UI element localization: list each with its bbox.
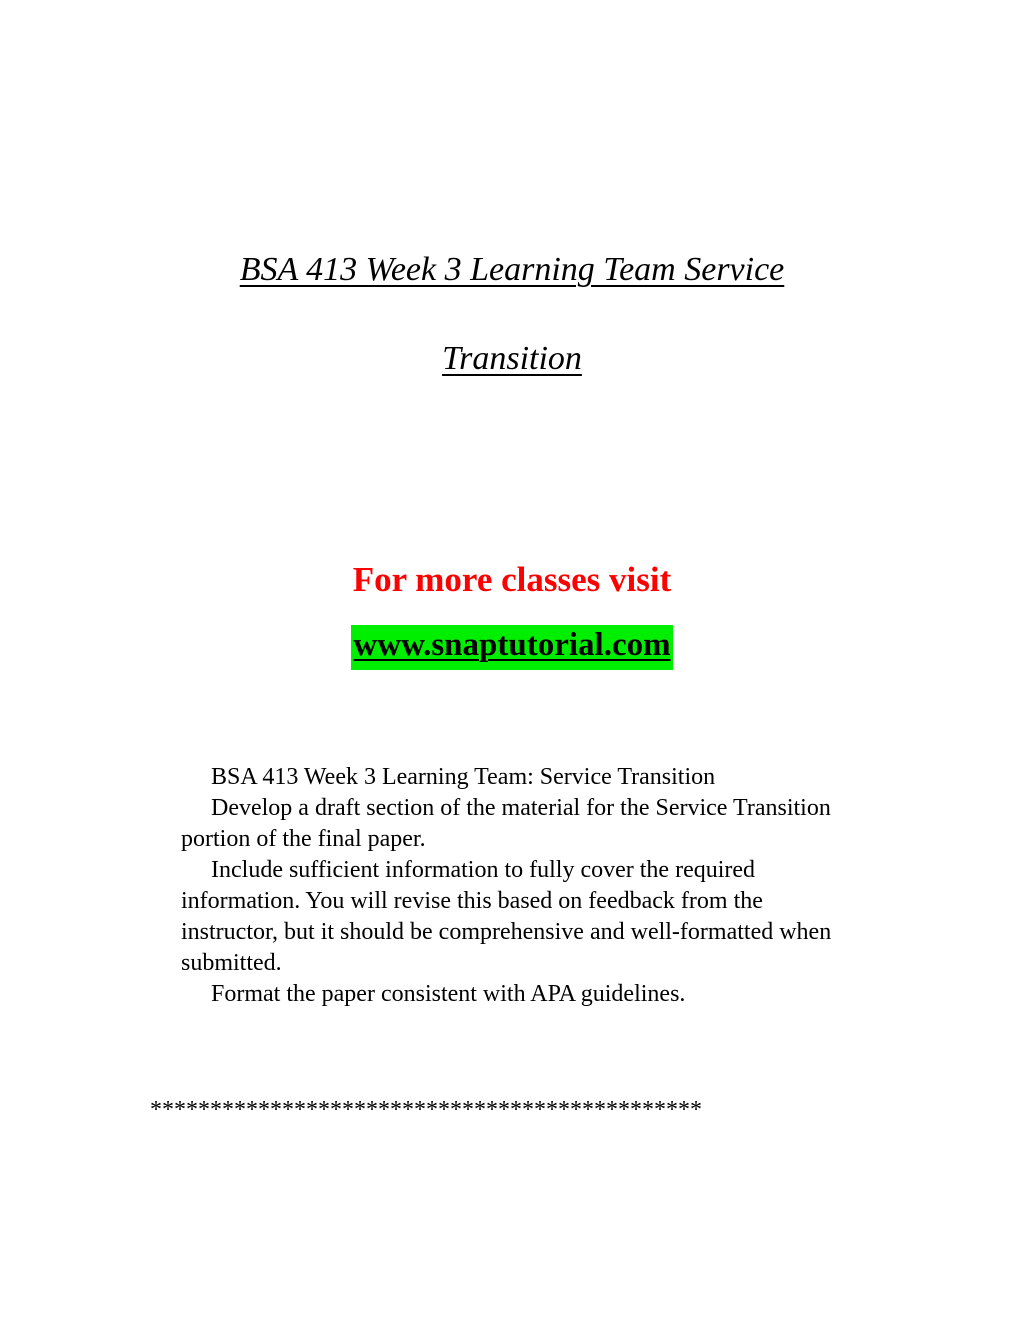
paragraph-content-instruction: Include sufficient information to fully cover the required information. You will revise this based on feedback from the instructor, but it should be comprehensive and well-formatted when submitted. — [181, 857, 832, 976]
paragraph-format-instruction: Format the paper consistent with APA guidelines. — [211, 981, 686, 1007]
assignment-description — [181, 762, 861, 1010]
site-link-container — [0, 625, 1024, 670]
document-title-text-1: BSA 413 Week 3 Learning Team Service — [239, 251, 785, 288]
asterisk-separator: ********************************************** — [150, 1097, 702, 1123]
document-title-text-2: Transition — [442, 340, 582, 377]
site-link[interactable]: www.snaptutorial.com — [351, 625, 672, 670]
paragraph-draft-instruction: Develop a draft section of the material for the Service Transition portion of the final paper. — [181, 795, 831, 852]
paragraph-assignment-title: BSA 413 Week 3 Learning Team: Service Transition — [211, 764, 716, 790]
promo-text: For more classes visit — [352, 560, 672, 599]
document-title-line-1 — [0, 250, 1024, 290]
document-title-line-2 — [0, 339, 1024, 379]
